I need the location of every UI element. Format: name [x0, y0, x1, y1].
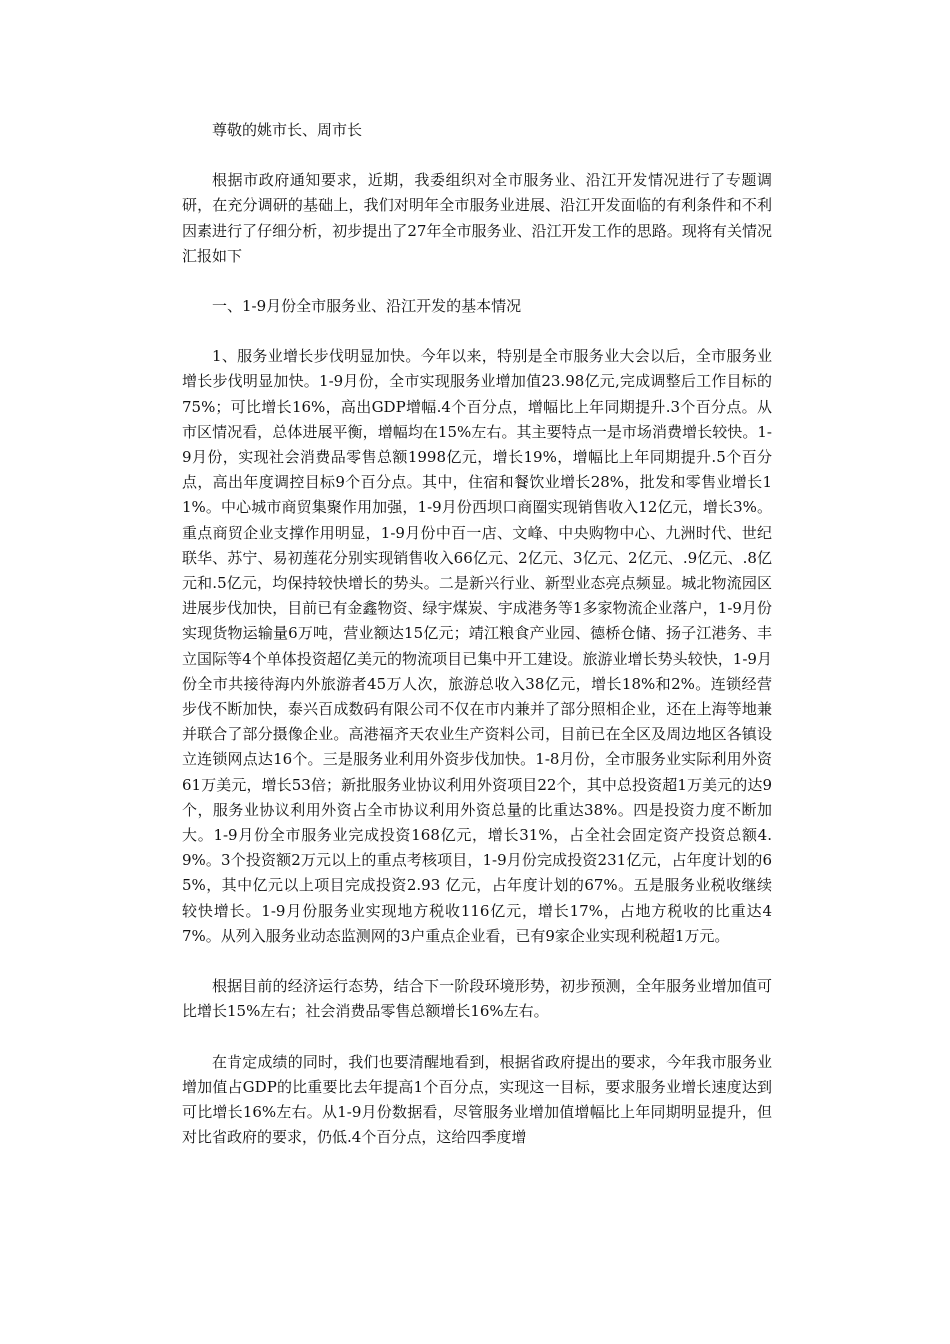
body-paragraph-service-growth: 1、服务业增长步伐明显加快。今年以来，特别是全市服务业大会以后，全市服务业增长步伐明显加快。1-9月份，全市实现服务业增加值23.98亿元,完成调整后工作目标的75%；可比增长16%，高出GDP增幅.4个百分点，增幅比上年同期提升.3个百分点。从市区情况看，总体进展平衡，增幅均在15%左右。其主要特点一是市场消费增长较快。1-9月份，实现社会消费品零售总额1998亿元，增长19%，增幅比上年同期提升.5个百分点，高出年度调控目标9个百分点。其中，住宿和餐饮业增长28%，批发和零售业增长11%。中心城市商贸集聚作用加强，1-9月份西坝口商圈实现销售收入12亿元，增长3%。重点商贸企业支撑作用明显，1-9月份中百一店、文峰、中央购物中心、九洲时代、世纪联华、苏宁、易初莲花分别实现销售收入66亿元、2亿元、3亿元、2亿元、.9亿元、.8亿元和.5亿元，均保持较快增长的势头。二是新兴行业、新型业态亮点频显。城北物流园区进展步伐加快，目前已有金鑫物资、绿宇煤炭、宇成港务等1多家物流企业落户，1-9月份实现货物运输量6万吨，营业额达15亿元；靖江粮食产业园、德桥仓储、扬子江港务、丰立国际等4个单体投资超亿美元的物流项目已集中开工建设。旅游业增长势头较快，1-9月份全市共接待海内外旅游者45万人次，旅游总收入38亿元，增长18%和2%。连锁经营步伐不断加快，泰兴百成数码有限公司不仅在市内兼并了部分照相企业，还在上海等地兼并联合了部分摄像企业。高港福齐天农业生产资料公司，目前已在全区及周边地区各镇设立连锁网点达16个。三是服务业利用外资步伐加快。1-8月份，全市服务业实际利用外资61万美元，增长53倍；新批服务业协议利用外资项目22个，其中总投资超1万美元的达9个，服务业协议利用外资占全市协议利用外资总量的比重达38%。四是投资力度不断加大。1-9月份全市服务业完成投资168亿元，增长31%，占全社会固定资产投资总额4.9%。3个投资额2万元以上的重点考核项目，1-9月份完成投资231亿元，占年度计划的65%，其中亿元以上项目完成投资2.93 亿元，占年度计划的67%。五是服务业税收继续较快增长。1-9月份服务业实现地方税收116亿元，增长17%，占地方税收的比重达47%。从列入服务业动态监测网的3户重点企业看，已有9家企业实现利税超1万元。: [182, 347, 772, 945]
document-body: [182, 118, 772, 1150]
intro-paragraph: 根据市政府通知要求，近期，我委组织对全市服务业、沿江开发情况进行了专题调研，在充分调研的基础上，我们对明年全市服务业进展、沿江开发面临的有利条件和不利因素进行了仔细分析，初步提出了27年全市服务业、沿江开发工作的思路。现将有关情况汇报如下: [182, 171, 772, 265]
body-paragraph-forecast: 根据目前的经济运行态势，结合下一阶段环境形势，初步预测，全年服务业增加值可比增长15%左右；社会消费品零售总额增长16%左右。: [182, 977, 772, 1021]
body-paragraph-challenges: 在肯定成绩的同时，我们也要清醒地看到，根据省政府提出的要求，今年我市服务业增加值占GDP的比重要比去年提高1个百分点，实现这一目标，要求服务业增长速度达到可比增长16%左右。从1-9月份数据看，尽管服务业增加值增幅比上年同期明显提升，但对比省政府的要求，仍低.4个百分点，这给四季度增: [182, 1052, 772, 1147]
salutation: 尊敬的姚市长、周市长: [212, 121, 363, 139]
section-heading: 一、1-9月份全市服务业、沿江开发的基本情况: [212, 297, 522, 316]
